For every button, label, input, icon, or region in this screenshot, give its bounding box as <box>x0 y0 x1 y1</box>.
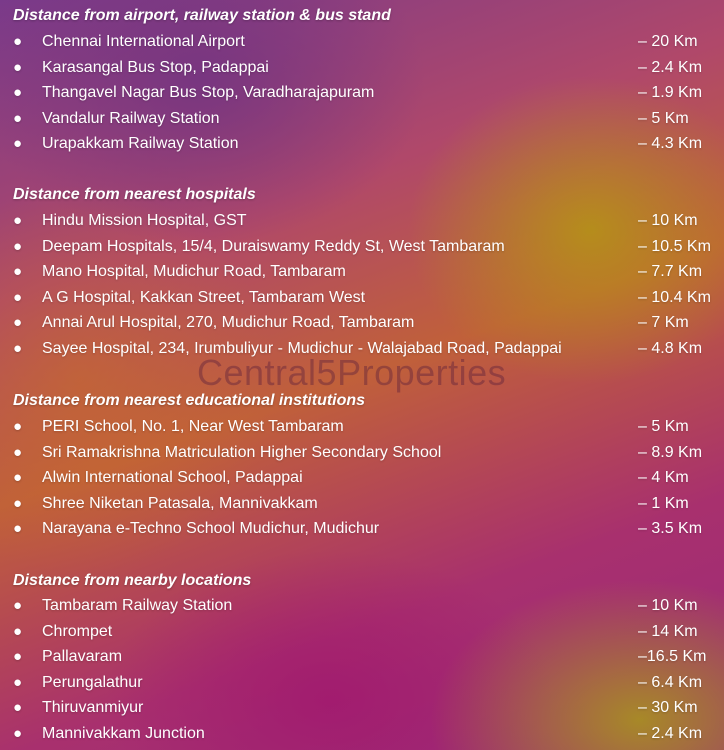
section-heading: Distance from nearest educational institutions <box>13 392 366 409</box>
place-distance: – 5 Km <box>638 418 689 435</box>
list-item <box>0 337 724 361</box>
place-distance: – 10 Km <box>638 212 698 229</box>
place-name: Vandalur Railway Station <box>42 109 220 127</box>
place-name: Mano Hospital, Mudichur Road, Tambaram <box>42 263 346 280</box>
place-distance: – 3.5 Km <box>638 520 703 537</box>
place-name: Narayana e-Techno School Mudichur, Mudichur <box>42 520 380 537</box>
place-name: Chennai International Airport <box>42 33 245 50</box>
bullet-icon: ● <box>13 237 23 255</box>
list-item <box>0 132 724 156</box>
place-name: Thangavel Nagar Bus Stop, Varadharajapuram <box>42 84 375 101</box>
list-item <box>0 722 724 746</box>
list-item <box>0 594 724 618</box>
place-distance: – 10.5 Km <box>638 237 711 255</box>
bullet-icon: ● <box>13 469 23 486</box>
list-item <box>0 517 724 541</box>
bullet-icon: ● <box>13 418 23 435</box>
bullet-icon: ● <box>13 135 23 152</box>
bullet-icon: ● <box>13 339 23 357</box>
list-item <box>0 30 724 54</box>
place-distance: – 7 Km <box>638 314 689 331</box>
watermark-text: Central5Properties <box>197 352 507 393</box>
place-distance: – 2.4 Km <box>638 724 703 742</box>
list-item <box>0 466 724 490</box>
bullet-icon: ● <box>13 58 23 76</box>
section-heading: Distance from nearby locations <box>13 572 252 589</box>
list-item <box>0 696 724 720</box>
place-distance: – 5 Km <box>638 109 689 127</box>
place-name: Tambaram Railway Station <box>42 597 233 614</box>
list-item <box>0 56 724 80</box>
place-distance: – 7.7 Km <box>638 263 703 280</box>
place-name: Thiruvanmiyur <box>42 699 144 716</box>
bullet-icon: ● <box>13 494 23 512</box>
bullet-icon: ● <box>13 212 23 229</box>
place-name: Chrompet <box>42 622 113 640</box>
place-name: Hindu Mission Hospital, GST <box>42 212 247 229</box>
bullet-icon: ● <box>13 724 23 742</box>
list-item <box>0 620 724 644</box>
place-name: Pallavaram <box>42 648 123 665</box>
list-item <box>0 311 724 335</box>
place-distance: – 2.4 Km <box>638 58 703 76</box>
place-distance: – 10 Km <box>638 597 698 614</box>
bullet-icon: ● <box>13 288 23 306</box>
section-heading: Distance from airport, railway station & bus stand <box>13 7 391 24</box>
bullet-icon: ● <box>13 314 23 331</box>
list-item <box>0 671 724 695</box>
place-distance: – 4 Km <box>638 469 689 486</box>
place-name: Shree Niketan Patasala, Mannivakkam <box>42 494 318 512</box>
place-name: Alwin International School, Padappai <box>42 469 303 486</box>
bullet-icon: ● <box>13 109 23 127</box>
list-item <box>0 492 724 516</box>
list-item <box>0 209 724 233</box>
place-distance: – 10.4 Km <box>638 288 711 306</box>
place-distance: – 1 Km <box>638 494 689 512</box>
place-distance: – 20 Km <box>638 33 698 50</box>
list-item <box>0 415 724 439</box>
place-name: Urapakkam Railway Station <box>42 135 239 152</box>
list-item <box>0 286 724 310</box>
place-distance: – 4.8 Km <box>638 339 703 357</box>
bullet-icon: ● <box>13 648 23 665</box>
place-name: PERI School, No. 1, Near West Tambaram <box>42 418 344 435</box>
place-distance: – 30 Km <box>638 699 698 716</box>
place-name: Sayee Hospital, 234, Irumbuliyur - Mudichur - Walajabad Road, Padappai <box>42 339 562 357</box>
bullet-icon: ● <box>13 263 23 280</box>
place-name: Mannivakkam Junction <box>42 724 205 742</box>
place-distance: –16.5 Km <box>638 648 707 665</box>
place-name: Deepam Hospitals, 15/4, Duraiswamy Reddy St, West Tambaram <box>42 237 505 255</box>
place-name: A G Hospital, Kakkan Street, Tambaram West <box>42 288 366 306</box>
section-heading: Distance from nearest hospitals <box>13 186 256 203</box>
bullet-icon: ● <box>13 84 23 101</box>
list-item <box>0 260 724 284</box>
list-item <box>0 441 724 465</box>
place-distance: – 4.3 Km <box>638 135 703 152</box>
list-item <box>0 645 724 669</box>
place-distance: – 14 Km <box>638 622 698 640</box>
place-name: Karasangal Bus Stop, Padappai <box>42 58 269 76</box>
bullet-icon: ● <box>13 622 23 640</box>
bullet-icon: ● <box>13 33 23 50</box>
bullet-icon: ● <box>13 597 23 614</box>
place-name: Sri Ramakrishna Matriculation Higher Secondary School <box>42 443 442 461</box>
list-item <box>0 81 724 105</box>
list-item <box>0 107 724 131</box>
place-distance: – 6.4 Km <box>638 673 703 691</box>
bullet-icon: ● <box>13 673 23 691</box>
bullet-icon: ● <box>13 443 23 461</box>
place-distance: – 8.9 Km <box>638 443 703 461</box>
bullet-icon: ● <box>13 699 23 716</box>
place-name: Perungalathur <box>42 673 143 691</box>
list-item <box>0 235 724 259</box>
place-distance: – 1.9 Km <box>638 84 703 101</box>
place-name: Annai Arul Hospital, 270, Mudichur Road, Tambaram <box>42 314 415 331</box>
bullet-icon: ● <box>13 520 23 537</box>
